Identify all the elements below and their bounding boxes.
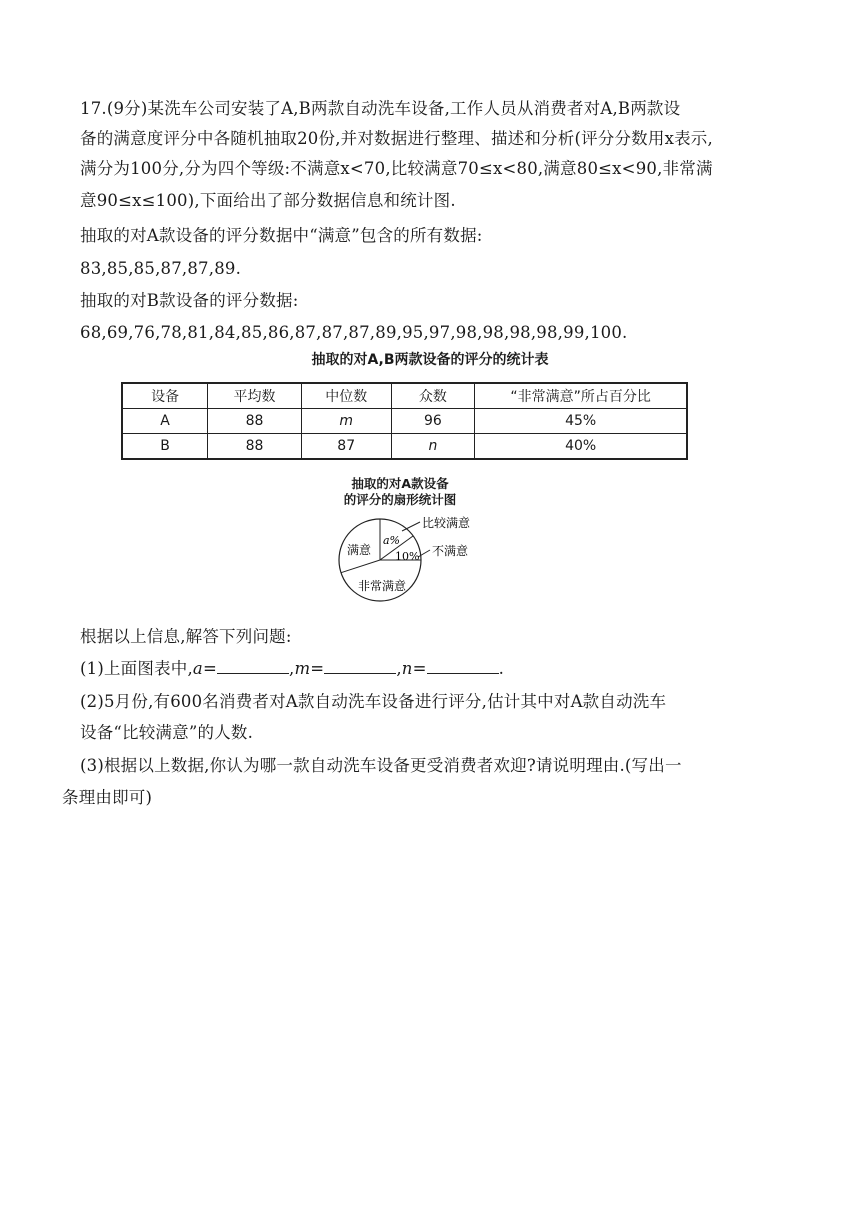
stats-table: [121, 382, 688, 460]
table-cell: 96: [391, 409, 475, 434]
table-cell: m: [301, 409, 391, 434]
table-caption: 抽取的对A,B两款设备的评分的统计表: [311, 352, 549, 368]
answer-blank-m[interactable]: [324, 657, 396, 674]
pie-chart: [300, 510, 500, 610]
question-2-line-1: (2)5月份,有600名消费者对A款自动洗车设备进行评分,估计其中对A款自动洗车: [80, 692, 667, 711]
table-cell: 45%: [475, 409, 687, 434]
label-unsatisfied: 不满意: [432, 544, 469, 558]
problem-line-2: 备的满意度评分中各随机抽取20份,并对数据进行整理、描述和分析(评分分数用x表示,: [80, 129, 713, 148]
question-2-line-2: 设备“比较满意”的人数.: [80, 723, 254, 742]
table-header: 中位数: [301, 383, 391, 409]
leader-line: [402, 522, 420, 531]
q1-m-label: m=: [294, 659, 325, 678]
b-data-values: 68,69,76,78,81,84,85,86,87,87,87,89,95,97,98,98,98,98,99,100.: [80, 323, 628, 342]
problem-line-3: 满分为100分,分为四个等级:不满意x<70,比较满意70≤x<80,满意80≤x<90,非常满: [80, 159, 713, 178]
question-3-line-1: (3)根据以上数据,你认为哪一款自动洗车设备更受消费者欢迎?请说明理由.(写出一: [80, 756, 682, 775]
label-satisfied: 满意: [347, 543, 372, 557]
label-ten-pct: 10%: [395, 550, 420, 563]
q1-end: .: [498, 659, 505, 678]
table-cell: 88: [208, 434, 302, 460]
a-data-intro: 抽取的对A款设备的评分数据中“满意”包含的所有数据:: [80, 226, 483, 245]
table-cell: n: [391, 434, 475, 460]
a-data-values: 83,85,85,87,87,89.: [80, 259, 242, 278]
pie-title-line-1: 抽取的对A款设备: [351, 476, 449, 491]
table-row: [122, 409, 687, 434]
q1-a-label: a=: [192, 659, 217, 678]
label-very-satisfied: 非常满意: [358, 579, 407, 593]
table-cell: 87: [301, 434, 391, 460]
table-header: 众数: [391, 383, 475, 409]
label-fairly-satisfied: 比较满意: [422, 516, 471, 530]
question-1: (1)上面图表中,a= ,m= ,n= .: [80, 659, 505, 678]
problem-line-1: 17.(9分)某洗车公司安装了A,B两款自动洗车设备,工作人员从消费者对A,B两款设: [80, 99, 681, 118]
table-header: “非常满意”所占百分比: [475, 383, 687, 409]
q1-prefix: (1)上面图表中,: [80, 659, 193, 678]
table-cell: 88: [208, 409, 302, 434]
table-row: [122, 434, 687, 460]
answer-blank-n[interactable]: [427, 657, 499, 674]
label-a-pct: a%: [383, 534, 401, 547]
answer-blank-a[interactable]: [217, 657, 289, 674]
q1-n-label: n=: [401, 659, 427, 678]
table-cell: 40%: [475, 434, 687, 460]
table-header: 设备: [122, 383, 208, 409]
problem-line-4: 意90≤x≤100),下面给出了部分数据信息和统计图.: [80, 191, 456, 210]
table-cell: B: [122, 434, 208, 460]
table-header: 平均数: [208, 383, 302, 409]
b-data-intro: 抽取的对B款设备的评分数据:: [80, 291, 299, 310]
pie-title-line-2: 的评分的扇形统计图: [343, 492, 457, 507]
question-3-line-2: 条理由即可): [62, 788, 153, 807]
questions-intro: 根据以上信息,解答下列问题:: [80, 627, 292, 646]
table-cell: A: [122, 409, 208, 434]
table-header-row: [122, 383, 687, 409]
